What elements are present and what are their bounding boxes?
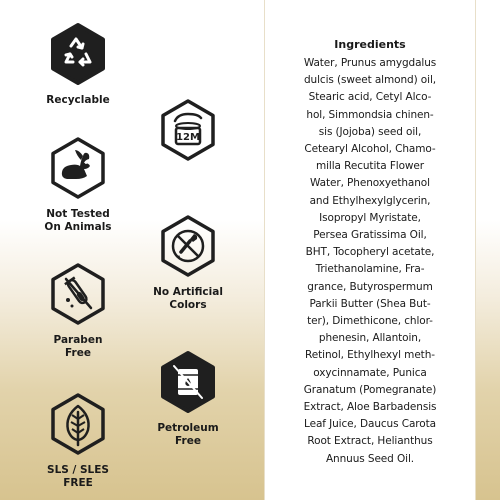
ingredients-line: Granatum (Pomegranate)	[303, 383, 437, 396]
badge-no-artificial-colors	[142, 214, 234, 312]
badge-recyclable	[38, 22, 118, 107]
not-tested-label: Not Tested On Animals	[44, 208, 112, 233]
ingredients-line: Parkii Butter (Shea But-	[309, 297, 431, 310]
badge-sls-sles-free	[38, 392, 118, 490]
recyclable-label: Recyclable	[46, 94, 110, 106]
ingredients-line: Extract, Aloe Barbadensis	[303, 401, 437, 414]
ingredients-line: hol, Simmondsia chinen-	[306, 108, 434, 121]
ingredients-line: Water, Prunus amygdalus	[303, 57, 437, 69]
ingredients-title: Ingredients	[334, 38, 406, 51]
ingredients-line: Retinol, Ethylhexyl meth-	[305, 349, 435, 362]
ingredients-line: sis (Jojoba) seed oil,	[318, 125, 422, 138]
recycle-icon	[49, 22, 107, 86]
ingredients-line: phenesin, Allantoin,	[318, 332, 422, 345]
ingredients-line: Stearic acid, Cetyl Alco-	[308, 91, 432, 104]
ingredients-line: oxycinnamate, Punica	[313, 366, 427, 379]
rabbit-icon	[49, 136, 107, 200]
ingredients-line: Leaf Juice, Daucus Carota	[304, 418, 436, 431]
ingredients-line: Water, Phenoxyethanol	[310, 177, 430, 190]
test-tube-crossed-icon	[49, 262, 107, 326]
ingredients-line: ter), Dimethicone, chlor-	[307, 315, 433, 328]
leaf-icon	[49, 392, 107, 456]
ingredients-line: Root Extract, Helianthus	[307, 435, 433, 448]
ingredients-line: grance, Butyrospermum	[307, 280, 433, 293]
badge-not-tested-on-animals	[38, 136, 118, 234]
ingredients-line: BHT, Tocopheryl acetate,	[305, 246, 435, 259]
badge-petroleum-free	[148, 350, 228, 448]
ingredients-line: and Ethylhexylglycerin,	[309, 194, 431, 207]
badge-period-after-opening	[148, 98, 228, 162]
dropper-crossed-icon	[159, 214, 217, 278]
oil-barrel-crossed-icon	[159, 350, 217, 414]
ingredients-line: Isopropyl Myristate,	[319, 211, 421, 224]
badge-paraben-free	[38, 262, 118, 360]
ingredients-line: Persea Gratissima Oil,	[313, 229, 427, 242]
ingredients-card	[265, 0, 475, 500]
ingredients-line: milla Recutita Flower	[315, 160, 425, 173]
no-artificial-colors-label: No Artificial Colors	[153, 286, 223, 311]
petroleum-free-label: Petroleum Free	[157, 422, 219, 447]
open-jar-icon	[159, 98, 217, 162]
ingredients-line: Triethanolamine, Fra-	[315, 263, 425, 276]
ingredients-line: Annuus Seed Oil.	[325, 452, 415, 465]
period-label: 12M	[176, 132, 200, 143]
ingredients-list	[275, 55, 465, 468]
ingredients-line: Cetearyl Alcohol, Chamo-	[304, 143, 436, 156]
ingredients-line: dulcis (sweet almond) oil,	[303, 74, 437, 87]
sls-sles-free-label: SLS / SLES FREE	[47, 464, 109, 489]
paraben-free-label: Paraben Free	[53, 334, 103, 359]
